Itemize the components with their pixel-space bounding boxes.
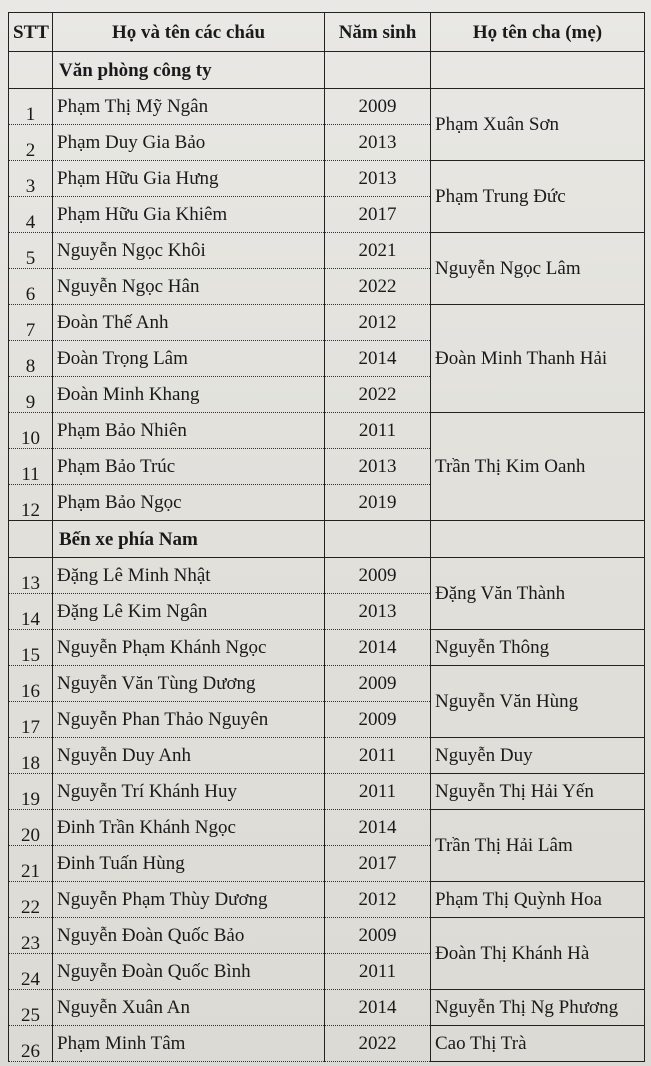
table-row <box>9 918 645 954</box>
child-name: Đặng Lê Minh Nhật <box>53 558 325 594</box>
child-name: Đặng Lê Kim Ngân <box>53 594 325 630</box>
birth-year: 2011 <box>325 738 431 774</box>
parent-name: Đặng Văn Thành <box>431 558 645 630</box>
birth-year: 2009 <box>325 558 431 594</box>
children-roster-table <box>8 12 645 1062</box>
table-row <box>9 1026 645 1062</box>
birth-year: 2009 <box>325 702 431 738</box>
child-name: Nguyễn Ngọc Khôi <box>53 233 325 269</box>
section-stt-cell <box>9 52 53 89</box>
birth-year: 2013 <box>325 125 431 161</box>
row-number: 13 <box>9 558 53 594</box>
header-child-name: Họ và tên các cháu <box>53 13 325 52</box>
section-parent-cell <box>431 521 645 558</box>
row-number: 6 <box>9 269 53 305</box>
child-name: Phạm Hữu Gia Hưng <box>53 161 325 197</box>
parent-name: Cao Thị Trà <box>431 1026 645 1062</box>
row-number: 1 <box>9 89 53 125</box>
child-name: Nguyễn Duy Anh <box>53 738 325 774</box>
birth-year: 2022 <box>325 377 431 413</box>
table-row <box>9 630 645 666</box>
section-row <box>9 52 645 89</box>
section-title: Bến xe phía Nam <box>53 521 325 558</box>
section-parent-cell <box>431 52 645 89</box>
child-name: Phạm Bảo Trúc <box>53 449 325 485</box>
row-number: 24 <box>9 954 53 990</box>
header-stt: STT <box>9 13 53 52</box>
birth-year: 2011 <box>325 954 431 990</box>
table-row <box>9 810 645 846</box>
child-name: Nguyễn Đoàn Quốc Bình <box>53 954 325 990</box>
birth-year: 2011 <box>325 413 431 449</box>
row-number: 9 <box>9 377 53 413</box>
parent-name: Phạm Thị Quỳnh Hoa <box>431 882 645 918</box>
birth-year: 2013 <box>325 161 431 197</box>
row-number: 12 <box>9 485 53 521</box>
header-row <box>9 13 645 52</box>
birth-year: 2017 <box>325 846 431 882</box>
table-row <box>9 89 645 125</box>
row-number: 17 <box>9 702 53 738</box>
parent-name: Phạm Trung Đức <box>431 161 645 233</box>
header-parent-name: Họ tên cha (mẹ) <box>431 13 645 52</box>
child-name: Đinh Trần Khánh Ngọc <box>53 810 325 846</box>
row-number: 15 <box>9 630 53 666</box>
table-row <box>9 305 645 341</box>
row-number: 23 <box>9 918 53 954</box>
parent-name: Nguyễn Thị Ng Phương <box>431 990 645 1026</box>
child-name: Phạm Duy Gia Bảo <box>53 125 325 161</box>
section-year-cell <box>325 521 431 558</box>
birth-year: 2014 <box>325 810 431 846</box>
row-number: 20 <box>9 810 53 846</box>
birth-year: 2012 <box>325 305 431 341</box>
table-row <box>9 774 645 810</box>
birth-year: 2014 <box>325 990 431 1026</box>
section-year-cell <box>325 52 431 89</box>
parent-name: Trần Thị Kim Oanh <box>431 413 645 521</box>
child-name: Nguyễn Xuân An <box>53 990 325 1026</box>
row-number: 11 <box>9 449 53 485</box>
child-name: Nguyễn Đoàn Quốc Bảo <box>53 918 325 954</box>
row-number: 25 <box>9 990 53 1026</box>
section-row <box>9 521 645 558</box>
child-name: Phạm Hữu Gia Khiêm <box>53 197 325 233</box>
parent-name: Đoàn Minh Thanh Hải <box>431 305 645 413</box>
birth-year: 2014 <box>325 341 431 377</box>
row-number: 8 <box>9 341 53 377</box>
child-name: Phạm Thị Mỹ Ngân <box>53 89 325 125</box>
row-number: 22 <box>9 882 53 918</box>
row-number: 21 <box>9 846 53 882</box>
row-number: 10 <box>9 413 53 449</box>
child-name: Đoàn Trọng Lâm <box>53 341 325 377</box>
table-row <box>9 738 645 774</box>
birth-year: 2012 <box>325 882 431 918</box>
table-row <box>9 666 645 702</box>
table-row <box>9 990 645 1026</box>
parent-name: Nguyễn Duy <box>431 738 645 774</box>
row-number: 14 <box>9 594 53 630</box>
birth-year: 2013 <box>325 449 431 485</box>
birth-year: 2009 <box>325 918 431 954</box>
table-row <box>9 161 645 197</box>
birth-year: 2019 <box>325 485 431 521</box>
row-number: 16 <box>9 666 53 702</box>
row-number: 26 <box>9 1026 53 1062</box>
child-name: Phạm Minh Tâm <box>53 1026 325 1062</box>
row-number: 18 <box>9 738 53 774</box>
birth-year: 2011 <box>325 774 431 810</box>
birth-year: 2021 <box>325 233 431 269</box>
child-name: Phạm Bảo Nhiên <box>53 413 325 449</box>
child-name: Nguyễn Trí Khánh Huy <box>53 774 325 810</box>
parent-name: Phạm Xuân Sơn <box>431 89 645 161</box>
section-title: Văn phòng công ty <box>53 52 325 89</box>
birth-year: 2014 <box>325 630 431 666</box>
table-row <box>9 558 645 594</box>
row-number: 3 <box>9 161 53 197</box>
birth-year: 2009 <box>325 666 431 702</box>
parent-name: Nguyễn Ngọc Lâm <box>431 233 645 305</box>
child-name: Nguyễn Văn Tùng Dương <box>53 666 325 702</box>
child-name: Phạm Bảo Ngọc <box>53 485 325 521</box>
child-name: Nguyễn Phạm Thùy Dương <box>53 882 325 918</box>
birth-year: 2022 <box>325 269 431 305</box>
birth-year: 2022 <box>325 1026 431 1062</box>
child-name: Đoàn Thế Anh <box>53 305 325 341</box>
birth-year: 2013 <box>325 594 431 630</box>
table-row <box>9 413 645 449</box>
parent-name: Nguyễn Thông <box>431 630 645 666</box>
birth-year: 2009 <box>325 89 431 125</box>
child-name: Đinh Tuấn Hùng <box>53 846 325 882</box>
parent-name: Trần Thị Hải Lâm <box>431 810 645 882</box>
parent-name: Nguyễn Văn Hùng <box>431 666 645 738</box>
row-number: 2 <box>9 125 53 161</box>
parent-name: Nguyễn Thị Hải Yến <box>431 774 645 810</box>
section-stt-cell <box>9 521 53 558</box>
child-name: Nguyễn Phan Thảo Nguyên <box>53 702 325 738</box>
roster-body <box>9 52 645 1062</box>
child-name: Nguyễn Phạm Khánh Ngọc <box>53 630 325 666</box>
row-number: 5 <box>9 233 53 269</box>
row-number: 4 <box>9 197 53 233</box>
table-row <box>9 233 645 269</box>
child-name: Đoàn Minh Khang <box>53 377 325 413</box>
birth-year: 2017 <box>325 197 431 233</box>
header-birth-year: Năm sinh <box>325 13 431 52</box>
row-number: 7 <box>9 305 53 341</box>
child-name: Nguyễn Ngọc Hân <box>53 269 325 305</box>
parent-name: Đoàn Thị Khánh Hà <box>431 918 645 990</box>
row-number: 19 <box>9 774 53 810</box>
table-row <box>9 882 645 918</box>
